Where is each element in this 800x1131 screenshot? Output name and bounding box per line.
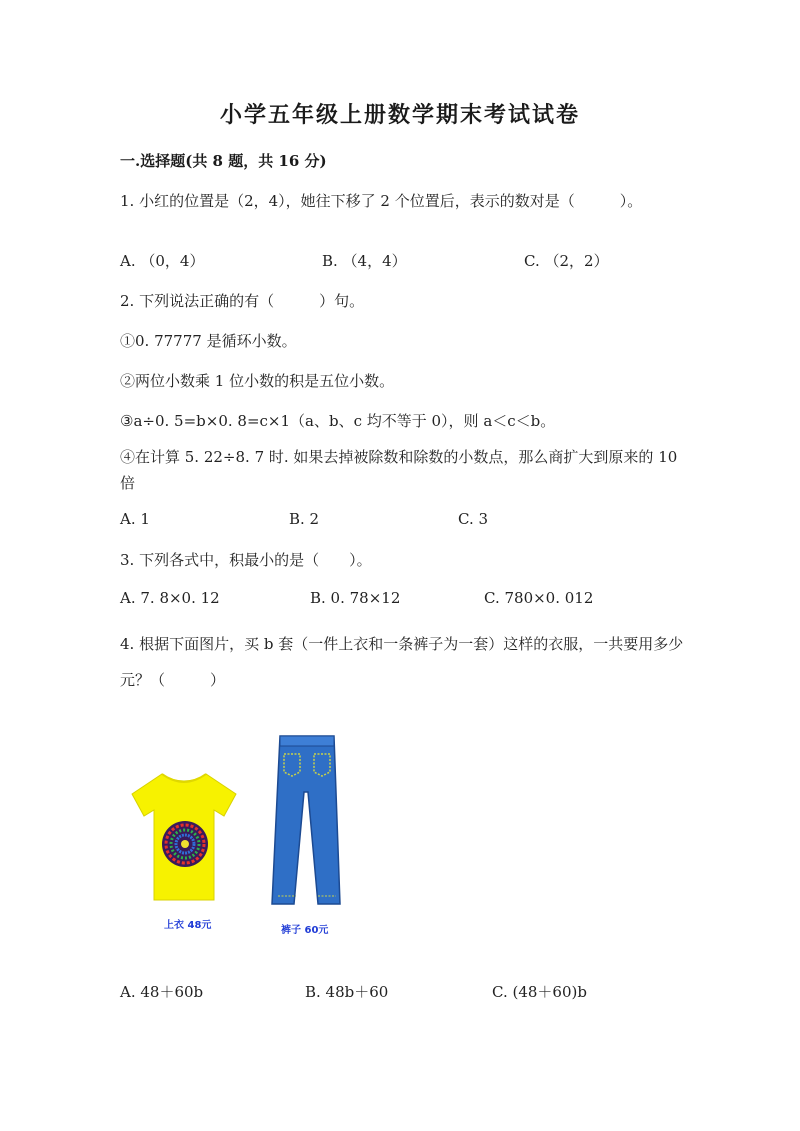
tshirt-image (128, 768, 240, 908)
question-2-option-b: B. 2 (289, 510, 320, 528)
section-heading: 一.选择题(共 8 题，共 16 分) (120, 152, 327, 170)
question-2-statement-3: ③a÷0. 5=b×0. 8=c×1（a、b、c 均不等于 0），则 a＜c＜b。 (120, 412, 556, 430)
question-1-option-b: B. （4，4） (322, 252, 407, 270)
question-1-stem: 1. 小红的位置是（2，4），她往下移了 2 个位置后，表示的数对是（ ）。 (120, 192, 643, 210)
pants-price-caption: 裤子 60元 (281, 925, 329, 936)
question-4-option-a: A. 48＋60b (120, 983, 204, 1001)
tshirt-price-caption: 上衣 48元 (164, 920, 212, 931)
question-3-option-a: A. 7. 8×0. 12 (120, 589, 220, 607)
question-2-statement-2: ②两位小数乘 1 位小数的积是五位小数。 (120, 372, 395, 390)
pants-image (268, 732, 344, 908)
question-2-option-c: C. 3 (458, 510, 489, 528)
question-2-stem: 2. 下列说法正确的有（ ）句。 (120, 292, 365, 310)
question-1-option-a: A. （0，4） (120, 252, 205, 270)
question-3-option-b: B. 0. 78×12 (310, 589, 401, 607)
question-3-stem: 3. 下列各式中，积最小的是（ ）。 (120, 551, 372, 569)
question-4-option-b: B. 48b＋60 (305, 983, 389, 1001)
question-2-statement-1: ①0. 77777 是循环小数。 (120, 332, 297, 350)
question-2-option-a: A. 1 (120, 510, 150, 528)
question-4-option-c: C. (48＋60)b (492, 983, 587, 1001)
page-title: 小学五年级上册数学期末考试试卷 (219, 102, 580, 128)
question-4-stem: 4. 根据下面图片，买 b 套（一件上衣和一条裤子为一套）这样的衣服，一共要用多少元？（ ） (120, 635, 684, 689)
question-3-option-c: C. 780×0. 012 (484, 589, 594, 607)
question-2-statement-4: ④在计算 5. 22÷8. 7 时. 如果去掉被除数和除数的小数点，那么商扩大到原来的 10 倍 (120, 448, 678, 492)
question-1-option-c: C. （2，2） (524, 252, 609, 270)
